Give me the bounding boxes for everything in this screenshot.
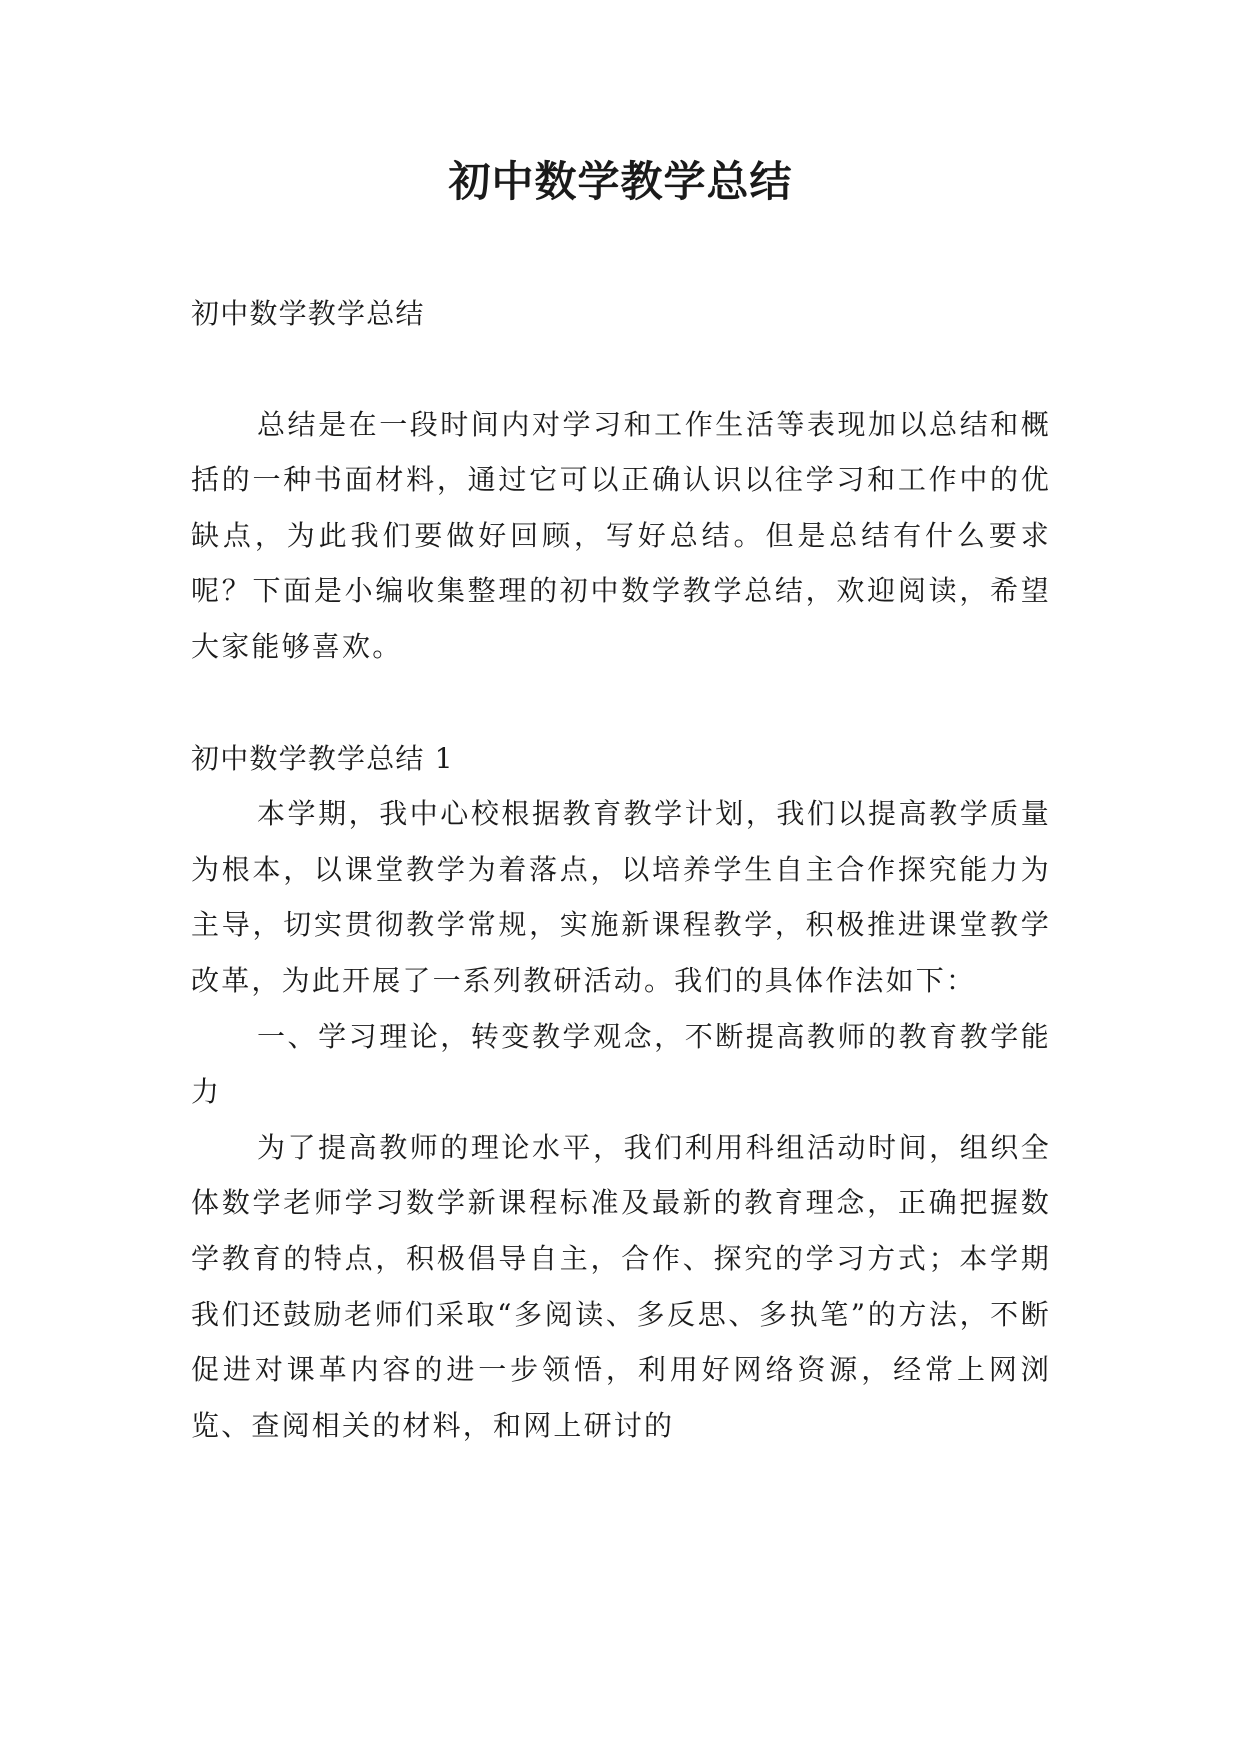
section-heading: 初中数学教学总结 1 bbox=[191, 741, 454, 775]
document-body bbox=[191, 286, 1051, 1453]
subsection-heading: 一、学习理论，转变教学观念，不断提高教师的教育教学能力 bbox=[191, 1019, 1051, 1109]
intro-paragraph: 总结是在一段时间内对学习和工作生活等表现加以总结和概括的一种书面材料，通过它可以正确认识以往学习和工作中的优缺点，为此我们要做好回顾，写好总结。但是总结有什么要求呢？下面是小编收集整理的初中数学教学总结，欢迎阅读，希望大家能够喜欢。 bbox=[191, 407, 1051, 663]
document-title: 初中数学教学总结 bbox=[448, 157, 793, 206]
body-paragraph: 本学期，我中心校根据教育教学计划，我们以提高教学质量为根本，以课堂教学为着落点，以培养学生自主合作探究能力为主导，切实贯彻教学常规，实施新课程教学，积极推进课堂教学改革，为此开展了一系列教研活动。我们的具体作法如下： bbox=[191, 797, 1051, 997]
document-subtitle: 初中数学教学总结 bbox=[191, 297, 425, 330]
body-paragraph: 为了提高教师的理论水平，我们利用科组活动时间，组织全体数学老师学习数学新课程标准及最新的教育理念，正确把握数学教育的特点，积极倡导自主，合作、探究的学习方式；本学期我们还鼓励老师们采取“多阅读、多反思、多执笔”的方法，不断促进对课革内容的进一步领悟，利用好网络资源，经常上网浏览、查阅相关的材料，和网上研讨的 bbox=[191, 1130, 1051, 1442]
